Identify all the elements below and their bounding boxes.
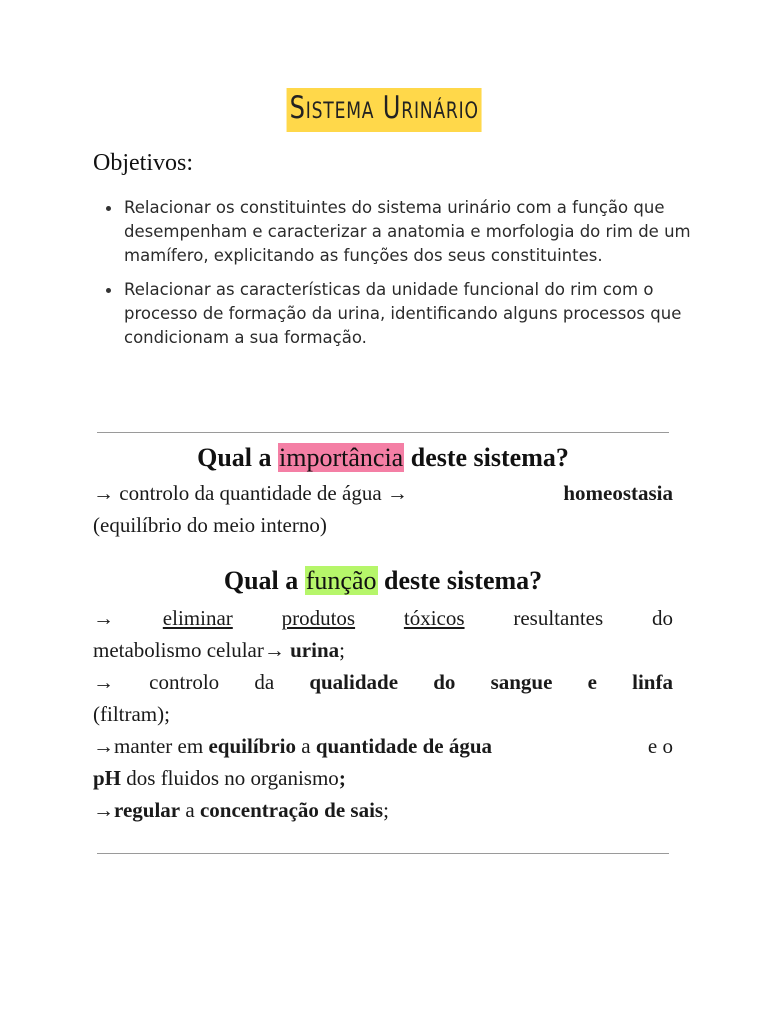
bullet-icon bbox=[106, 288, 111, 293]
answer-line: (equilíbrio do meio interno) bbox=[93, 513, 327, 537]
answer-bold: homeostasia bbox=[563, 481, 673, 505]
text: e o bbox=[647, 734, 673, 758]
divider-top bbox=[97, 432, 669, 433]
word: da bbox=[254, 670, 275, 694]
arrow-icon: → bbox=[93, 670, 114, 694]
bold-text: concentração de sais bbox=[199, 798, 384, 822]
line-5-text bbox=[93, 730, 492, 762]
function-line-2 bbox=[93, 634, 673, 666]
bold-word: qualidade bbox=[309, 670, 399, 694]
function-line-7 bbox=[93, 794, 673, 826]
answer-line-text bbox=[93, 477, 408, 509]
text: ; bbox=[339, 638, 345, 662]
importance-answer bbox=[93, 477, 673, 541]
question-importance-heading bbox=[93, 443, 673, 473]
bold-text: equilíbrio bbox=[208, 734, 296, 758]
function-line-5 bbox=[93, 730, 673, 762]
function-line-6 bbox=[93, 762, 673, 794]
highlight-importancia: importância bbox=[279, 443, 404, 472]
bold-word: linfa bbox=[632, 670, 673, 694]
bold-text: pH bbox=[93, 766, 122, 790]
objective-item bbox=[104, 196, 704, 268]
bullet-icon bbox=[106, 206, 111, 211]
question-pre: Qual a bbox=[223, 566, 305, 595]
text: metabolismo celular→ bbox=[93, 638, 291, 662]
function-line-4: (filtram); bbox=[93, 702, 170, 726]
objective-text: Relacionar as características da unidade funcional do rim com o processo de formação da urina, identificando alguns processos que condicionam a sua formação. bbox=[124, 280, 682, 347]
arrow-icon: → bbox=[93, 606, 114, 630]
function-line-1 bbox=[93, 602, 673, 634]
underlined-word: tóxicos bbox=[403, 606, 465, 630]
page-title: Sistema Urinário bbox=[286, 88, 481, 132]
function-answer bbox=[93, 602, 673, 826]
objective-item bbox=[104, 278, 704, 350]
question-function-heading bbox=[93, 566, 673, 596]
text: a bbox=[180, 798, 200, 822]
text: →manter em bbox=[93, 734, 209, 758]
underlined-word: eliminar bbox=[162, 606, 233, 630]
answer-line bbox=[93, 477, 673, 509]
question-pre: Qual a bbox=[197, 443, 279, 472]
text: a bbox=[296, 734, 316, 758]
bold-word: do bbox=[433, 670, 456, 694]
arrow-icon: → bbox=[93, 481, 114, 505]
arrow-icon: → bbox=[386, 481, 408, 505]
objectives-heading: Objetivos: bbox=[93, 150, 193, 176]
text: dos fluidos no organismo bbox=[121, 766, 339, 790]
text: ; bbox=[383, 798, 389, 822]
question-post: deste sistema? bbox=[404, 443, 569, 472]
word: do bbox=[651, 606, 673, 630]
function-line-3 bbox=[93, 666, 673, 698]
objectives-list bbox=[104, 196, 704, 360]
bold-word: e bbox=[587, 670, 597, 694]
objective-text: Relacionar os constituintes do sistema urinário com a função que desempenham e caracterizar a anatomia e morfologia do rim de um mamífero, explicitando as funções dos seus constituintes. bbox=[124, 198, 691, 265]
underlined-word: produtos bbox=[281, 606, 356, 630]
bold-text: regular bbox=[114, 798, 181, 822]
word: resultantes bbox=[513, 606, 604, 630]
arrow-icon: → bbox=[93, 798, 114, 822]
answer-text: controlo da quantidade de água bbox=[114, 481, 387, 505]
bold-text: ; bbox=[338, 766, 346, 790]
title-wrapper bbox=[0, 88, 768, 132]
word: controlo bbox=[149, 670, 220, 694]
highlight-funcao: função bbox=[305, 566, 377, 595]
bold-text: quantidade de água bbox=[315, 734, 493, 758]
bold-text: urina bbox=[290, 638, 340, 662]
bold-word: sangue bbox=[490, 670, 553, 694]
question-post: deste sistema? bbox=[377, 566, 543, 595]
divider-bottom bbox=[97, 853, 669, 854]
